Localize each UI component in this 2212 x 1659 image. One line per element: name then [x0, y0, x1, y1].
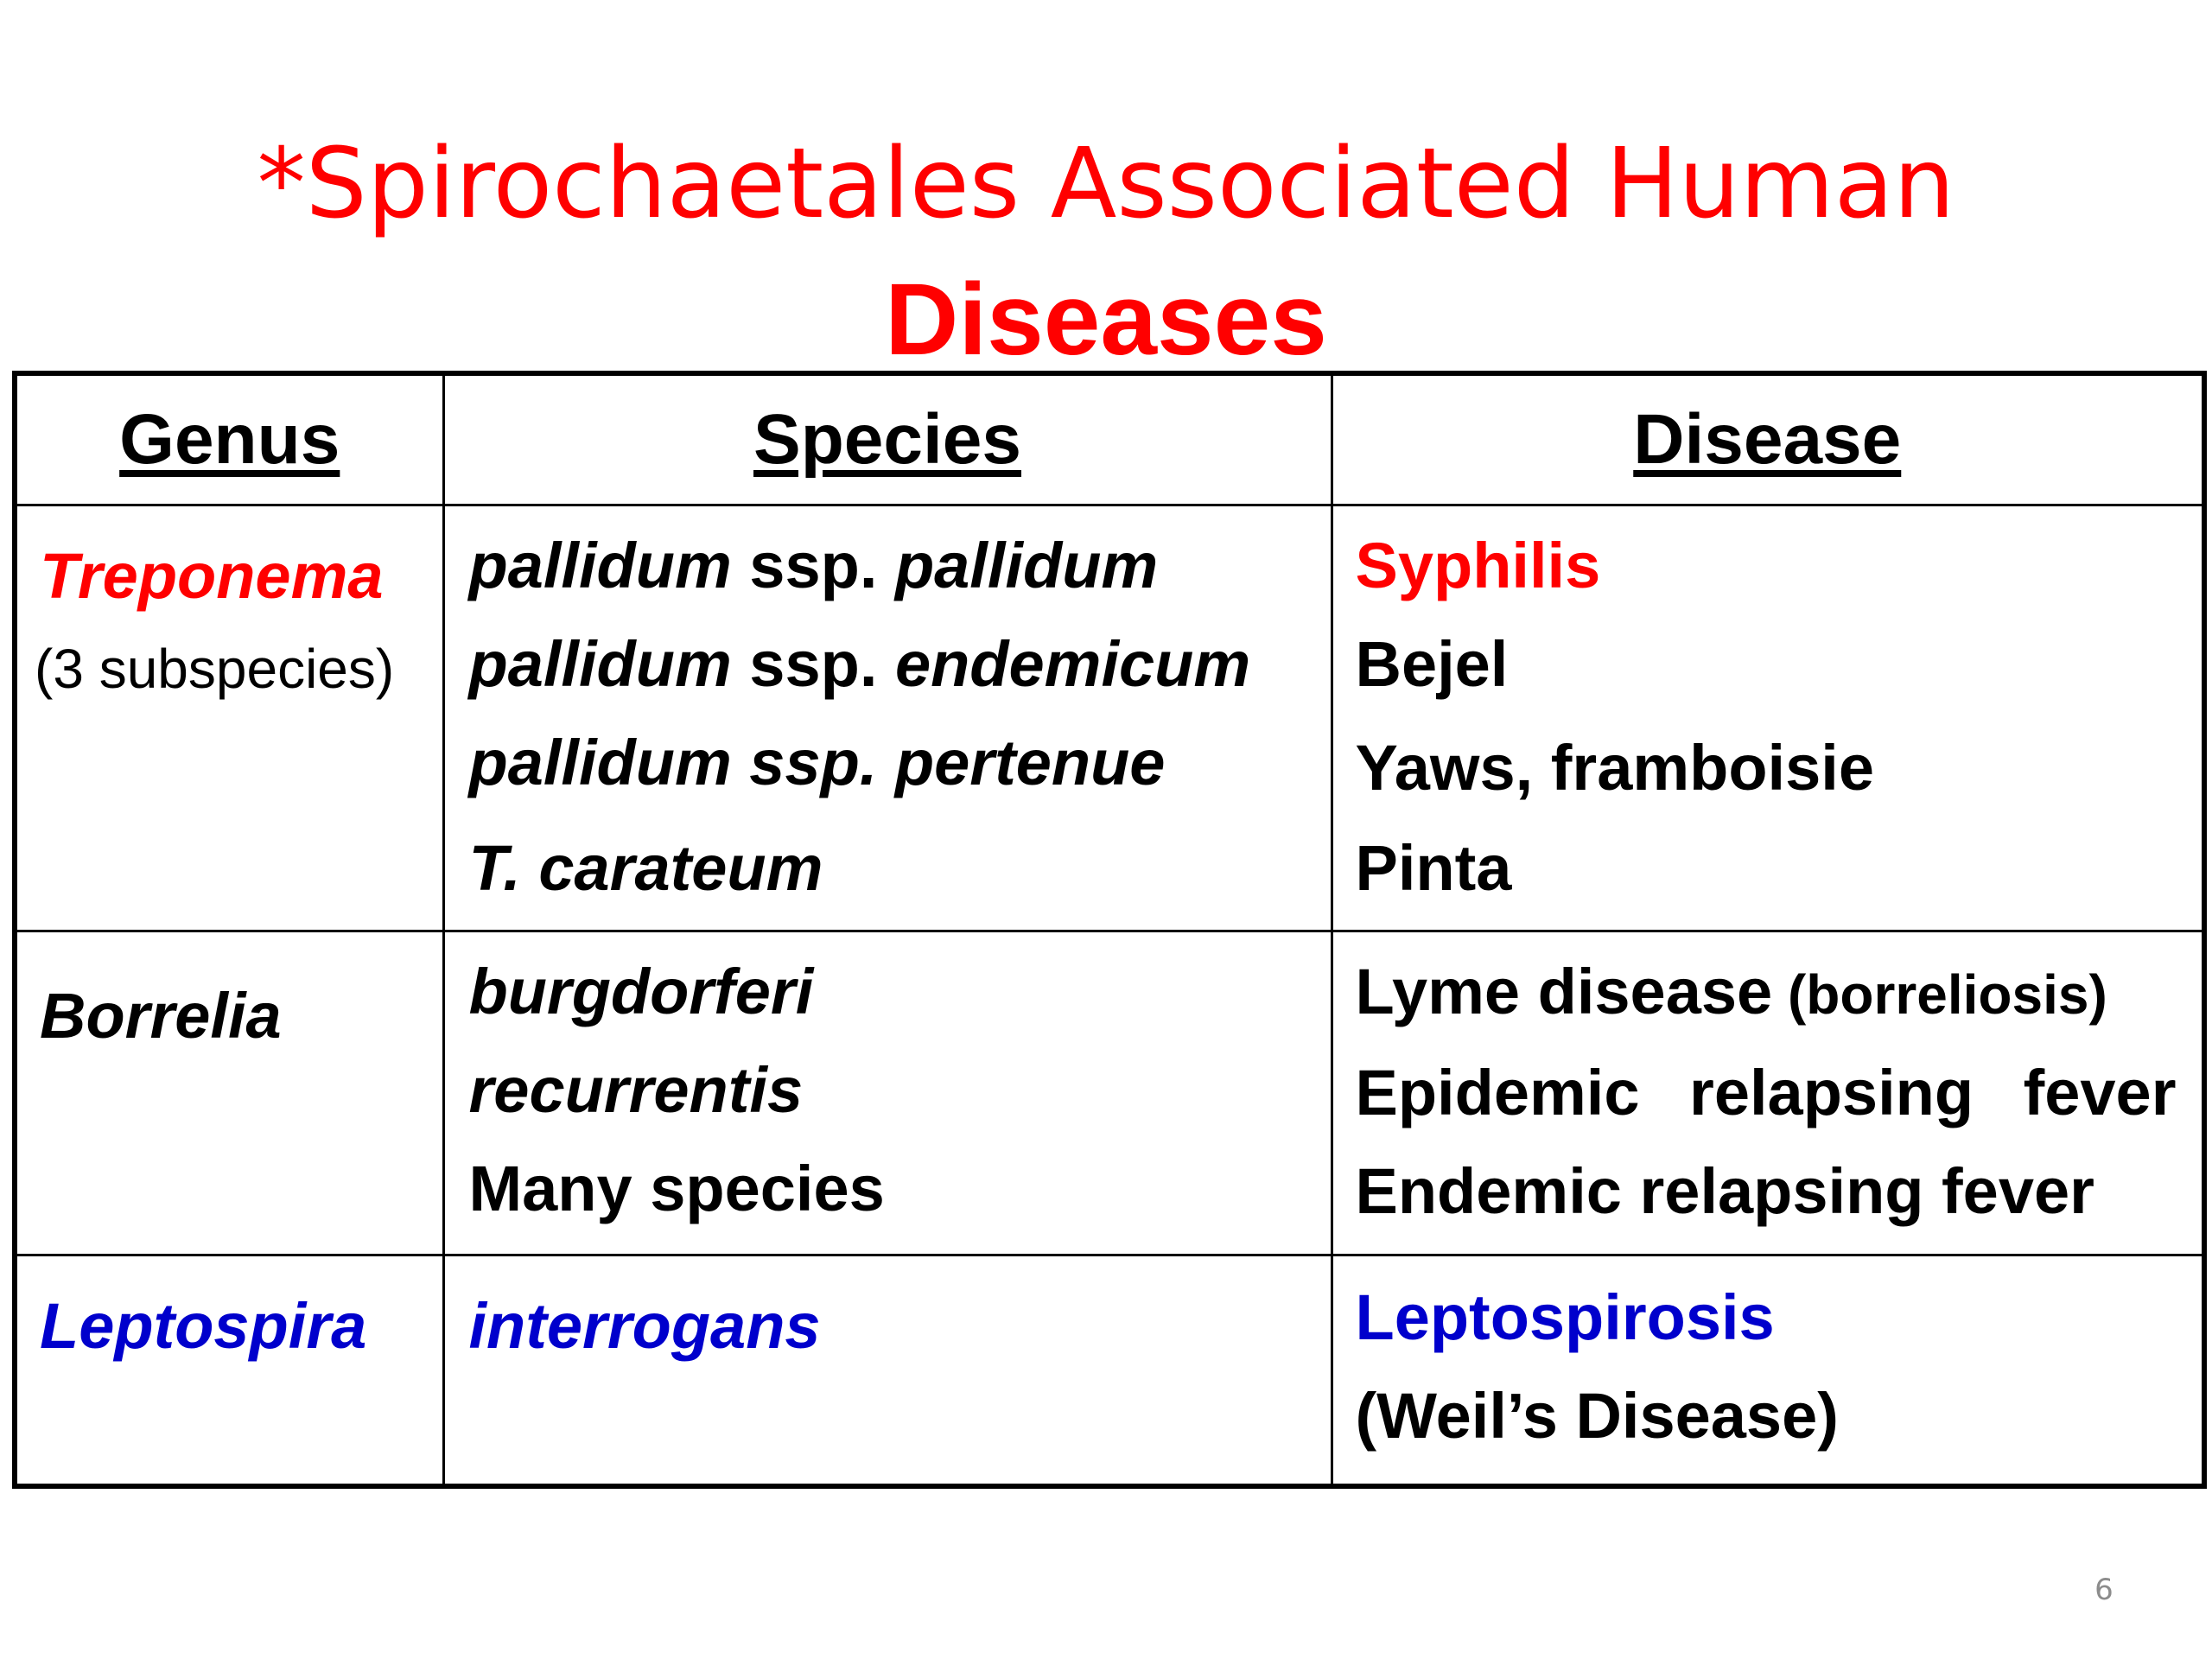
- genus-cell: [15, 931, 443, 1255]
- page-number: 6: [2094, 1573, 2113, 1607]
- table-row-treponema: [15, 505, 2204, 931]
- species-line: burgdorferi: [468, 956, 814, 1027]
- header-genus: Genus: [15, 373, 443, 505]
- species-line: interrogans: [468, 1290, 821, 1362]
- disease-line: Syphilis: [1355, 530, 1601, 601]
- disease-cell: [1332, 505, 2204, 931]
- table-header-row: [15, 373, 2204, 505]
- table-row-leptospira: [15, 1255, 2204, 1487]
- disease-line: Lyme disease (borreliosis): [1355, 956, 2107, 1027]
- disease-line: Leptospirosis: [1355, 1281, 1775, 1353]
- slide-title: *Spirochaetales Associated Human: [257, 128, 1955, 240]
- species-line: recurrentis: [468, 1054, 804, 1126]
- header-disease: Disease: [1332, 373, 2204, 505]
- species-line: pallidum ssp. endemicum: [468, 628, 1251, 700]
- species-line: Many species: [468, 1153, 885, 1224]
- genus-name: Borrelia: [40, 980, 282, 1052]
- species-cell: [443, 931, 1332, 1255]
- genus-note: (3 subspecies): [35, 638, 395, 700]
- species-line: pallidum ssp. pallidum: [468, 530, 1159, 601]
- genus-name: Leptospira: [40, 1290, 367, 1362]
- disease-cell: [1332, 1255, 2204, 1487]
- disease-cell: [1332, 931, 2204, 1255]
- genus-cell: [15, 505, 443, 931]
- disease-line: Yaws, framboisie: [1355, 732, 1874, 804]
- disease-line: Bejel: [1355, 628, 1509, 700]
- table-row-borrelia: [15, 931, 2204, 1255]
- disease-line: Pinta: [1355, 832, 1512, 904]
- species-line: T. carateum: [468, 832, 823, 904]
- slide-title-continued: Diseases: [885, 263, 1327, 377]
- genus-name: Treponema: [40, 540, 384, 612]
- disease-line: Epidemic relapsing fever: [1355, 1057, 2177, 1128]
- spirochaetales-table: [12, 371, 2207, 1489]
- genus-cell: [15, 1255, 443, 1487]
- header-species: Species: [443, 373, 1332, 505]
- species-cell: [443, 505, 1332, 931]
- species-cell: [443, 1255, 1332, 1487]
- species-line: pallidum ssp. pertenue: [468, 727, 1166, 798]
- disease-line: Endemic relapsing fever: [1355, 1155, 2094, 1227]
- disease-line: (Weil’s Disease): [1355, 1380, 1839, 1452]
